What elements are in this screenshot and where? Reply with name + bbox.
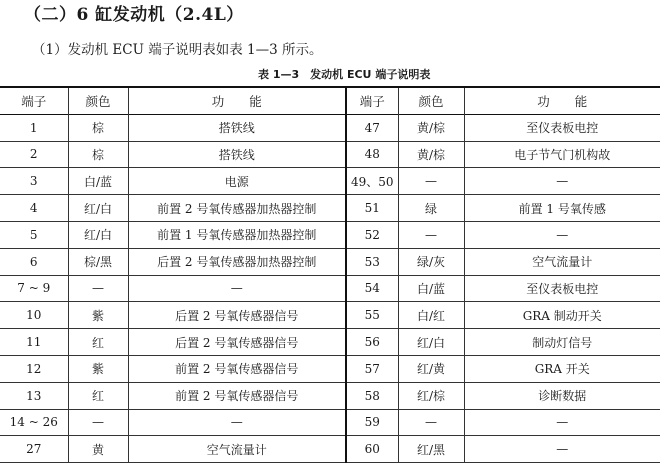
cell-function-right: GRA 制动开关: [522, 308, 602, 323]
cell-color-right: —: [398, 168, 464, 195]
section-heading: （二）6 缸发动机（2.4L）: [24, 5, 244, 25]
cell-terminal: 3: [0, 168, 68, 195]
cell-function: —: [128, 409, 346, 436]
cell-terminal-right: 59: [346, 409, 398, 436]
cell-function: 前置 1 号氧传感器加热器控制: [128, 221, 346, 248]
cell-function: 前置 2 号氧传感器信号: [128, 382, 346, 409]
table-row: [0, 275, 660, 302]
table-caption: 表 1—3 发动机 ECU 端子说明表: [258, 68, 431, 81]
cell-color-right: 红/黑: [398, 436, 464, 463]
cell-function-right: 制动灯信号: [532, 335, 593, 350]
cell-terminal-right: 56: [346, 329, 398, 356]
cell-function-right: —: [556, 442, 569, 457]
header-color-right: 颜色: [398, 87, 464, 114]
cell-terminal-right: 58: [346, 382, 398, 409]
cell-function: 后置 2 号氧传感器信号: [128, 302, 346, 329]
cell-function: 后置 2 号氧传感器信号: [128, 329, 346, 356]
cell-function-right: —: [556, 227, 569, 242]
cell-color: 红/白: [68, 221, 128, 248]
header-terminal-right: 端子: [346, 87, 398, 114]
table-row: [0, 168, 660, 195]
cell-terminal: 27: [0, 436, 68, 463]
cell-color-right: 红/棕: [398, 382, 464, 409]
cell-function-right: 至仪表板电控: [526, 281, 599, 296]
table-row: [0, 302, 660, 329]
cell-color-right: 白/蓝: [398, 275, 464, 302]
table-row: [0, 248, 660, 275]
table-body: [0, 114, 660, 462]
ecu-terminal-table-container: [0, 86, 611, 457]
cell-function-right: 前置 1 号氧传感: [518, 201, 606, 216]
ecu-terminal-table: [0, 86, 660, 463]
cell-function: 电源: [128, 168, 346, 195]
cell-terminal-right: 54: [346, 275, 398, 302]
cell-color: 白/蓝: [68, 168, 128, 195]
table-row: [0, 409, 660, 436]
header-color: 颜色: [68, 87, 128, 114]
cell-color: 黄: [68, 436, 128, 463]
cell-terminal: 13: [0, 382, 68, 409]
cell-terminal: 10: [0, 302, 68, 329]
cell-color-right: 红/黄: [398, 355, 464, 382]
header-function: 功 能: [128, 87, 346, 114]
cell-color: 红: [68, 382, 128, 409]
cell-terminal: 14 ~ 26: [0, 409, 68, 436]
cell-terminal: 4: [0, 195, 68, 222]
table-row: [0, 221, 660, 248]
cell-color-right: 黄/棕: [398, 141, 464, 168]
cell-function: 前置 2 号氧传感器加热器控制: [128, 195, 346, 222]
cell-terminal-right: 53: [346, 248, 398, 275]
cell-color: 棕: [68, 114, 128, 141]
cell-terminal-right: 48: [346, 141, 398, 168]
cell-terminal: 6: [0, 248, 68, 275]
cell-function: —: [128, 275, 346, 302]
table-row: [0, 355, 660, 382]
cell-color-right: —: [398, 409, 464, 436]
cell-color-right: 绿: [398, 195, 464, 222]
table-row: [0, 382, 660, 409]
cell-function: 后置 2 号氧传感器加热器控制: [128, 248, 346, 275]
cell-color-right: 黄/棕: [398, 114, 464, 141]
cell-color: —: [68, 275, 128, 302]
table-row: [0, 329, 660, 356]
cell-function-right: 电子节气门机构故: [514, 147, 611, 162]
table-row: [0, 141, 660, 168]
cell-terminal: 2: [0, 141, 68, 168]
cell-function-right: 诊断数据: [538, 389, 587, 404]
cell-terminal-right: 60: [346, 436, 398, 463]
cell-function-right: 空气流量计: [532, 255, 593, 270]
cell-color: 红/白: [68, 195, 128, 222]
header-function-right: 功 能: [537, 93, 588, 109]
cell-color: 棕: [68, 141, 128, 168]
cell-terminal-right: 51: [346, 195, 398, 222]
cell-function: 搭铁线: [128, 141, 346, 168]
cell-function: 前置 2 号氧传感器信号: [128, 355, 346, 382]
cell-function-right: 至仪表板电控: [526, 121, 599, 136]
cell-color-right: 红/白: [398, 329, 464, 356]
cell-function-right: GRA 开关: [534, 362, 590, 377]
cell-terminal-right: 49、50: [346, 168, 398, 195]
cell-color-right: 绿/灰: [398, 248, 464, 275]
cell-terminal: 5: [0, 221, 68, 248]
cell-terminal: 7 ~ 9: [0, 275, 68, 302]
cell-color: 棕/黑: [68, 248, 128, 275]
cell-terminal-right: 52: [346, 221, 398, 248]
table-header-row: [0, 87, 660, 114]
cell-color: 红: [68, 329, 128, 356]
cell-terminal-right: 55: [346, 302, 398, 329]
cell-terminal: 11: [0, 329, 68, 356]
cell-color: 紫: [68, 302, 128, 329]
cell-color: —: [68, 409, 128, 436]
cell-function-right: —: [556, 174, 569, 189]
table-row: [0, 436, 660, 463]
intro-text: （1）发动机 ECU 端子说明表如表 1—3 所示。: [32, 42, 323, 58]
cell-function-right: —: [556, 415, 569, 430]
table-row: [0, 114, 660, 141]
cell-terminal: 1: [0, 114, 68, 141]
cell-color-right: 白/红: [398, 302, 464, 329]
cell-function: 空气流量计: [128, 436, 346, 463]
cell-terminal-right: 57: [346, 355, 398, 382]
table-row: [0, 195, 660, 222]
header-terminal: 端子: [0, 87, 68, 114]
cell-function: 搭铁线: [128, 114, 346, 141]
cell-terminal: 12: [0, 355, 68, 382]
cell-terminal-right: 47: [346, 114, 398, 141]
cell-color: 紫: [68, 355, 128, 382]
cell-color-right: —: [398, 221, 464, 248]
